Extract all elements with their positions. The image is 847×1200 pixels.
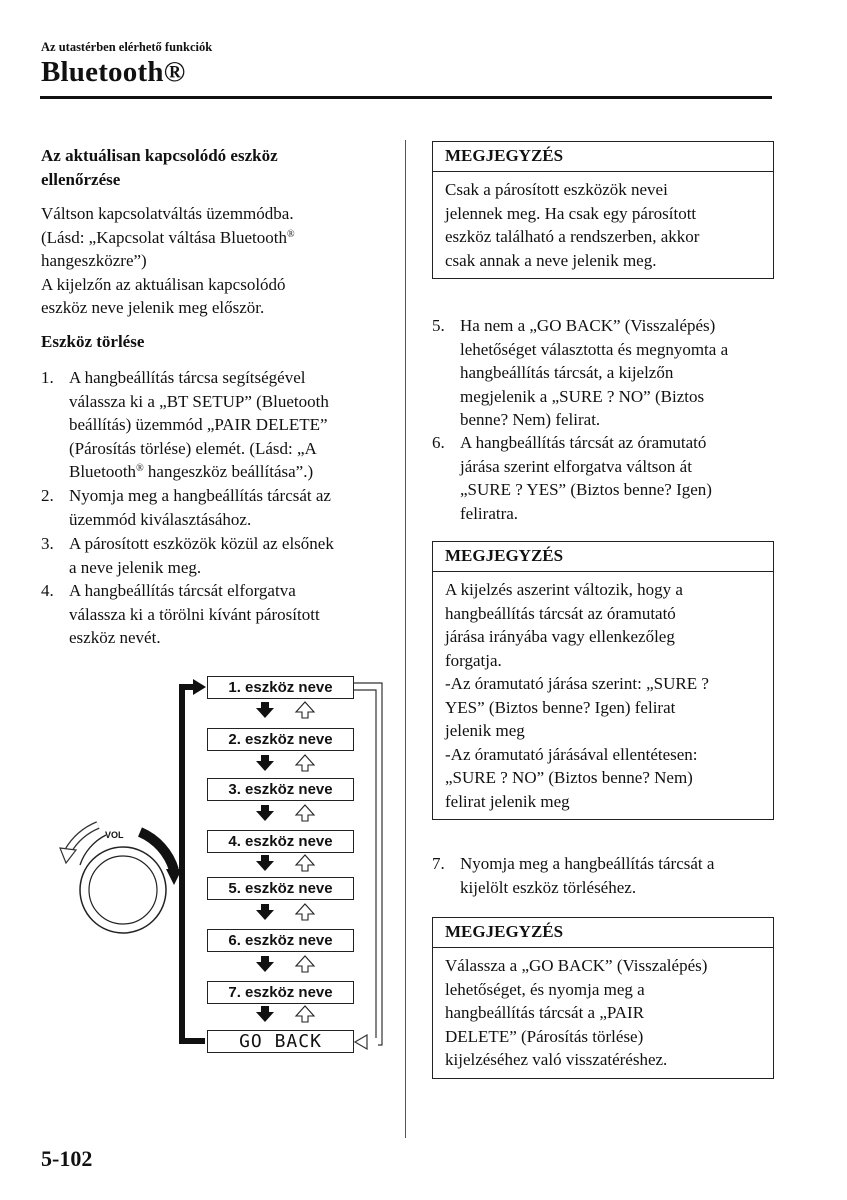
back-arrow-head <box>193 679 206 695</box>
up-arrow-icon <box>296 805 314 821</box>
header-rule <box>40 96 772 99</box>
down-arrow-icon <box>256 702 274 718</box>
down-arrow-icon <box>256 755 274 771</box>
note-title: MEGJEGYZÉS <box>433 918 773 948</box>
down-arrow-icon <box>256 904 274 920</box>
step-6: 6. A hangbeállítás tárcsát az óramutató járása szerint elforgatva váltson át „SURE ? YES” (Biztos benne? Igen) feliratra. <box>432 433 712 523</box>
up-arrow-icon <box>296 702 314 718</box>
device-item-5[interactable]: 5. eszköz neve <box>207 877 354 900</box>
vol-knob-icon <box>60 825 182 933</box>
down-arrow-icon <box>256 805 274 821</box>
up-arrow-icon <box>296 904 314 920</box>
go-back-item[interactable]: GO BACK <box>207 1030 354 1053</box>
step-7: 7. Nyomja meg a hangbeállítás tárcsát a kijelölt eszköz törléséhez. <box>432 854 715 897</box>
heading-current-device: Az aktuálisan kapcsolódó eszköz ellenőrzése <box>41 146 278 189</box>
section-label: Az utastérben elérhető funkciók <box>41 40 213 54</box>
up-arrow-icon <box>296 956 314 972</box>
down-arrow-icon <box>256 1006 274 1022</box>
step-5: 5. Ha nem a „GO BACK” (Visszalépés) lehetőséget választotta és megnyomta a hangbeállítás tárcsát, a kijelzőn megjelenik a „SURE ? NO” (Biztos benne? Nem) felirat. <box>432 316 729 429</box>
note-body: Csak a párosított eszközök nevei jelennek meg. Ha csak egy párosított eszköz található a rendszerben, akkor csak annak a neve jelenik meg. <box>445 180 700 270</box>
note-body: Válassza a „GO BACK” (Visszalépés) lehetőséget, és nyomja meg a hangbeállítás tárcsát a „PAIR DELETE” (Párosítás törlése) kijelzéséhez való visszatéréshez. <box>445 956 708 1069</box>
note-title: MEGJEGYZÉS <box>433 142 773 172</box>
up-arrow-icon <box>296 755 314 771</box>
down-arrow-icon <box>256 956 274 972</box>
up-arrow-icon <box>296 855 314 871</box>
vol-label: VOL <box>105 830 124 840</box>
step-2: 2. Nyomja meg a hangbeállítás tárcsát az üzemmód kiválasztásához. <box>41 486 331 529</box>
intro-paragraph: Váltson kapcsolatváltás üzemmódba. (Lásd: „Kapcsolat váltása Bluetooth® hangeszközre”) A kijelzőn az aktuálisan kapcsolódó eszköz neve jelenik meg először. <box>41 204 295 317</box>
step-3: 3. A párosított eszközök közül az elsőnek a neve jelenik meg. <box>41 534 334 577</box>
page-title: Bluetooth® <box>41 56 186 88</box>
back-arrow-line <box>182 687 205 1041</box>
step-1: 1. A hangbeállítás tárcsa segítségével válassza ki a „BT SETUP” (Bluetooth beállítás) üzemmód „PAIR DELETE” (Párosítás törlése) elemét. (Lásd: „A Bluetooth® hangeszköz beállítása”.) <box>41 368 329 481</box>
note-box-3 <box>432 917 774 1079</box>
device-item-4[interactable]: 4. eszköz neve <box>207 830 354 853</box>
note-box-2 <box>432 541 774 820</box>
forward-arrow-head <box>355 1035 367 1049</box>
device-list-diagram <box>40 665 410 1065</box>
device-item-1[interactable]: 1. eszköz neve <box>207 676 354 699</box>
forward-arrow-inner <box>354 690 376 1038</box>
step-4: 4. A hangbeállítás tárcsát elforgatva válassza ki a törölni kívánt párosított eszköz nevét. <box>41 581 320 647</box>
down-arrow-icon <box>256 855 274 871</box>
device-item-7[interactable]: 7. eszköz neve <box>207 981 354 1004</box>
note-body: A kijelzés aszerint változik, hogy a hangbeállítás tárcsát az óramutató járása irányába vagy ellenkezőleg forgatja. -Az óramutató járása szerint: „SURE ? YES” (Biztos benne? Igen) felirat jelenik meg -Az óramutató járásával ellentétesen: „SURE ? NO” (Biztos benne? Nem) felirat jelenik meg <box>445 580 709 811</box>
device-item-3[interactable]: 3. eszköz neve <box>207 778 354 801</box>
page-number: 5-102 <box>41 1146 93 1171</box>
forward-arrow-outer <box>354 683 382 1045</box>
up-arrow-icon <box>296 1006 314 1022</box>
note-title: MEGJEGYZÉS <box>433 542 773 572</box>
device-item-2[interactable]: 2. eszköz neve <box>207 728 354 751</box>
device-item-6[interactable]: 6. eszköz neve <box>207 929 354 952</box>
heading-delete-device: Eszköz törlése <box>41 332 145 351</box>
note-box-1 <box>432 141 774 279</box>
